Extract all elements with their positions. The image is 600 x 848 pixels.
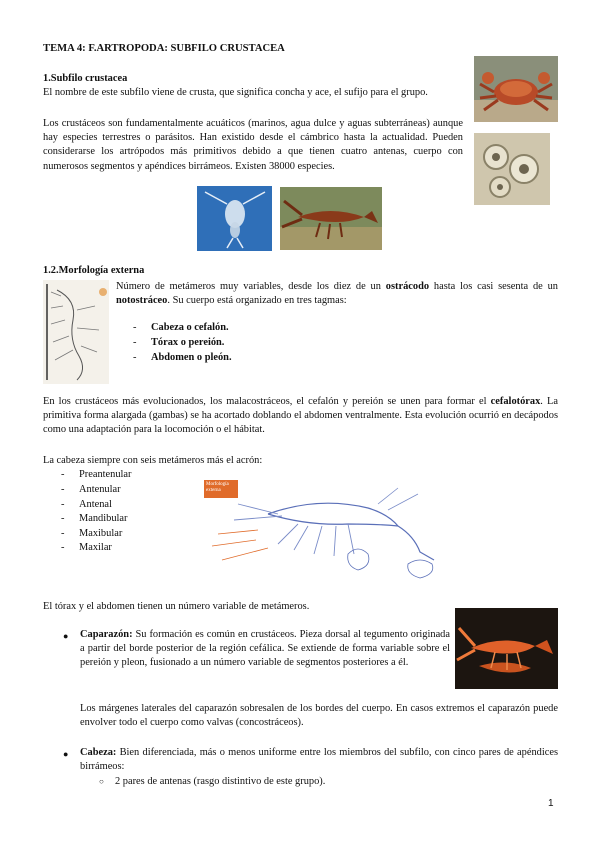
paragraph-caparazon: Caparazón: Su formación es común en crustáceos. Pieza dorsal al tegumento originada a partir del borde posterior de la región cefálica. Se extiende de forma variable sobre el pereión y pleon, fusionado a un número variable de segmentos posteriores a él. — [80, 629, 450, 669]
crab-photo — [474, 56, 558, 122]
diagram-label: Morfología externa — [204, 480, 238, 498]
sub-bullet-icon: ○ — [99, 777, 104, 786]
paragraph-malacostraceos: En los crustáceos más evolucionados, los malacostráceos, el cefalón y pereión se unen para formar el cefalotórax. La primitiva forma alargada (gambas) se ha acortado doblando el abdomen ventralmente. Esta evolución ocurrió en decápodos como una adaptación para la locomoción o el hábitat. — [43, 396, 558, 436]
paragraph-cabeza: Cabeza: Bien diferenciada, más o menos uniforme entre los miembros del subfilo, con cinco pares de apéndices birrámeos: — [80, 747, 558, 773]
paragraph-torax-abdomen: El tórax y el abdomen tienen un número variable de metámeros. — [43, 601, 310, 612]
list-item-head-segment: - Maxilar — [61, 542, 112, 553]
list-item-antenas: 2 pares de antenas (rasgo distintivo de este grupo). — [115, 776, 326, 787]
bullet-icon: ● — [63, 749, 69, 759]
list-item-head-segment: - Antenal — [61, 499, 112, 510]
paragraph-margenes: Los márgenes laterales del caparazón sobresalen de los bordes del cuerpo. En casos extremos el caparazón puede envolver todo el cuerpo como valvas (concostráceos). — [80, 703, 558, 729]
section-heading-morfologia: 1.2.Morfología externa — [43, 265, 145, 276]
barnacles-photo — [474, 133, 550, 205]
crayfish-photo — [280, 187, 382, 250]
list-item-head-segment: - Maxibular — [61, 528, 123, 539]
paragraph-metameros: Número de metámeros muy variables, desde los diez de un ostrácodo hasta los casi sesenta de un notostráceo. Su cuerpo está organizado en tres tagmas: — [116, 281, 558, 307]
list-item-head-segment: - Mandibular — [61, 513, 128, 524]
bullet-icon: ● — [63, 631, 69, 641]
list-item-tagma: - Cabeza o cefalón. — [133, 322, 229, 333]
list-item-tagma: - Abdomen o pleón. — [133, 352, 232, 363]
list-item-head-segment: - Preantenular — [61, 469, 132, 480]
page-title: TEMA 4: F.ARTROPODA: SUBFILO CRUSTACEA — [43, 43, 285, 54]
crustacean-sketch — [43, 280, 109, 384]
morphology-diagram — [198, 474, 452, 584]
orange-crayfish-photo — [455, 608, 558, 689]
list-item-tagma: - Tórax o pereión. — [133, 337, 225, 348]
paragraph-cabeza-metameros: La cabeza siempre con seis metámeros más el acrón: — [43, 455, 263, 466]
list-item-head-segment: - Antenular — [61, 484, 121, 495]
paragraph-nombre: El nombre de este subfilo viene de crusta, que significa concha y ace, el sufijo para el grupo. — [43, 87, 428, 98]
copepod-photo — [197, 186, 272, 251]
page-number: 1 — [548, 798, 554, 809]
section-heading-subfilo: 1.Subfilo crustacea — [43, 73, 128, 84]
paragraph-acuaticos: Los crustáceos son fundamentalmente acuáticos (marinos, agua dulce y aguas subterráneas) aunque hay especies terrestres o parásitos. Han existido desde el cámbrico hasta la actualidad. Pueden considerarse los artrópodos más primitivos debido a que tienen cuatro antenas, cuerpo con numerosos segmentos y apéndices birrámeos. Existen 38000 especies. — [43, 118, 463, 172]
